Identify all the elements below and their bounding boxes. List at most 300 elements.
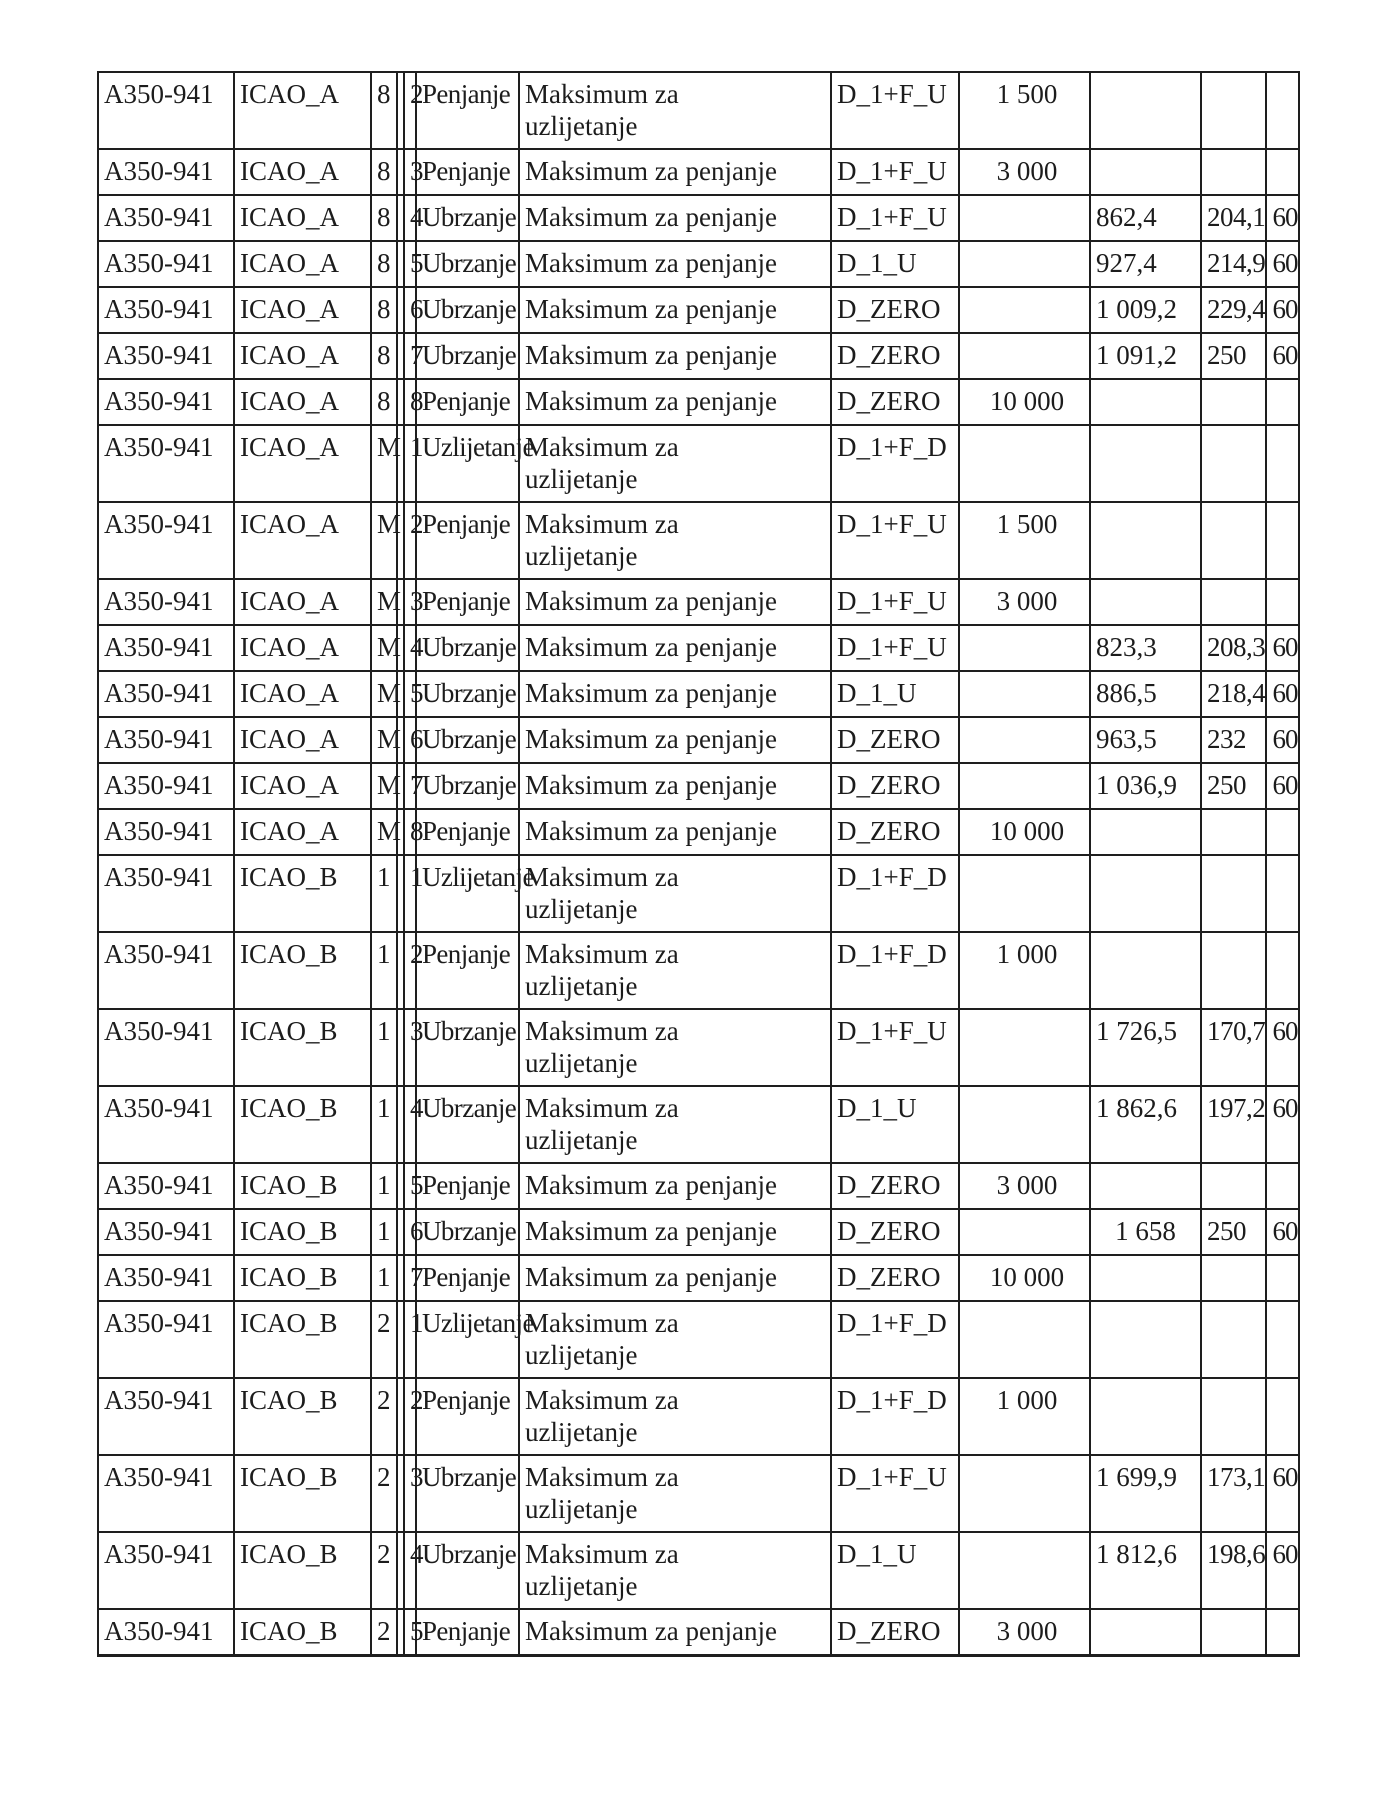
cell-profile: 8 bbox=[371, 241, 397, 287]
cell-speed bbox=[1201, 1255, 1266, 1301]
cell-thrust: Maksimum za penjanje bbox=[519, 717, 831, 763]
cell-step: 6 bbox=[404, 1209, 416, 1255]
cell-step_type: Uzlijetanje bbox=[416, 425, 519, 502]
cell-aircraft: A350-941 bbox=[98, 502, 234, 579]
cell-profile: 1 bbox=[371, 1009, 397, 1086]
cell-step_type: Penjanje bbox=[416, 1255, 519, 1301]
cell-flap: D_ZERO bbox=[831, 809, 959, 855]
cell-step_type: Penjanje bbox=[416, 379, 519, 425]
cell-thrust: Maksimum za uzlijetanje bbox=[519, 855, 831, 932]
table-row bbox=[98, 1209, 1299, 1255]
cell-speed: 173,1 bbox=[1201, 1455, 1266, 1532]
cell-step: 4 bbox=[404, 1086, 416, 1163]
cell-pct bbox=[1266, 149, 1299, 195]
cell-procedure: ICAO_A bbox=[234, 195, 371, 241]
cell-aircraft: A350-941 bbox=[98, 763, 234, 809]
cell-aircraft: A350-941 bbox=[98, 149, 234, 195]
cell-step_type: Ubrzanje bbox=[416, 287, 519, 333]
cell-step_type: Ubrzanje bbox=[416, 717, 519, 763]
cell-v1: 963,5 bbox=[1090, 717, 1201, 763]
cell-v1: 1 812,6 bbox=[1090, 1532, 1201, 1609]
cell-pct: 60 bbox=[1266, 717, 1299, 763]
cell-aircraft: A350-941 bbox=[98, 671, 234, 717]
cell-step: 2 bbox=[404, 932, 416, 1009]
cell-v1: 1 036,9 bbox=[1090, 763, 1201, 809]
cell-profile: M bbox=[371, 809, 397, 855]
cell-pct: 60 bbox=[1266, 333, 1299, 379]
cell-altitude: 3 000 bbox=[959, 579, 1090, 625]
cell-flap: D_1+F_D bbox=[831, 425, 959, 502]
cell-altitude bbox=[959, 1009, 1090, 1086]
cell-thrust: Maksimum za penjanje bbox=[519, 379, 831, 425]
cell-profile: 8 bbox=[371, 287, 397, 333]
cell-thrust: Maksimum za uzlijetanje bbox=[519, 1378, 831, 1455]
cell-v1: 823,3 bbox=[1090, 625, 1201, 671]
cell-step: 3 bbox=[404, 1009, 416, 1086]
cell-speed: 229,4 bbox=[1201, 287, 1266, 333]
cell-altitude: 1 500 bbox=[959, 72, 1090, 149]
cell-pct: 60 bbox=[1266, 1532, 1299, 1609]
cell-step_type: Penjanje bbox=[416, 1163, 519, 1209]
table-row bbox=[98, 579, 1299, 625]
spacer-cell bbox=[397, 1609, 404, 1655]
cell-flap: D_1+F_U bbox=[831, 502, 959, 579]
cell-step: 4 bbox=[404, 195, 416, 241]
cell-step: 3 bbox=[404, 1455, 416, 1532]
cell-profile: 2 bbox=[371, 1378, 397, 1455]
cell-procedure: ICAO_A bbox=[234, 625, 371, 671]
cell-step: 1 bbox=[404, 855, 416, 932]
cell-step_type: Penjanje bbox=[416, 809, 519, 855]
cell-aircraft: A350-941 bbox=[98, 1009, 234, 1086]
cell-v1 bbox=[1090, 1301, 1201, 1378]
cell-speed: 250 bbox=[1201, 763, 1266, 809]
cell-v1: 1 091,2 bbox=[1090, 333, 1201, 379]
cell-thrust: Maksimum za uzlijetanje bbox=[519, 1532, 831, 1609]
spacer-cell bbox=[397, 1301, 404, 1378]
cell-v1 bbox=[1090, 855, 1201, 932]
cell-aircraft: A350-941 bbox=[98, 1301, 234, 1378]
cell-flap: D_1+F_U bbox=[831, 72, 959, 149]
cell-speed bbox=[1201, 579, 1266, 625]
cell-thrust: Maksimum za penjanje bbox=[519, 333, 831, 379]
cell-pct: 60 bbox=[1266, 1209, 1299, 1255]
table-row bbox=[98, 287, 1299, 333]
cell-procedure: ICAO_A bbox=[234, 72, 371, 149]
cell-pct bbox=[1266, 425, 1299, 502]
cell-profile: 2 bbox=[371, 1455, 397, 1532]
cell-thrust: Maksimum za penjanje bbox=[519, 809, 831, 855]
cell-flap: D_1_U bbox=[831, 1086, 959, 1163]
cell-v1 bbox=[1090, 502, 1201, 579]
cell-procedure: ICAO_A bbox=[234, 579, 371, 625]
cell-aircraft: A350-941 bbox=[98, 855, 234, 932]
cell-pct bbox=[1266, 72, 1299, 149]
cell-speed: 232 bbox=[1201, 717, 1266, 763]
cell-step: 6 bbox=[404, 287, 416, 333]
cell-v1 bbox=[1090, 379, 1201, 425]
cell-v1: 1 009,2 bbox=[1090, 287, 1201, 333]
table-row bbox=[98, 855, 1299, 932]
table-row bbox=[98, 425, 1299, 502]
spacer-cell bbox=[397, 1163, 404, 1209]
table-row bbox=[98, 932, 1299, 1009]
cell-step: 4 bbox=[404, 625, 416, 671]
cell-aircraft: A350-941 bbox=[98, 1209, 234, 1255]
spacer-cell bbox=[397, 1455, 404, 1532]
cell-thrust: Maksimum za penjanje bbox=[519, 1255, 831, 1301]
cell-altitude bbox=[959, 425, 1090, 502]
cell-step: 6 bbox=[404, 717, 416, 763]
cell-altitude bbox=[959, 1209, 1090, 1255]
cell-pct: 60 bbox=[1266, 625, 1299, 671]
cell-flap: D_1_U bbox=[831, 241, 959, 287]
cell-altitude bbox=[959, 287, 1090, 333]
cell-profile: M bbox=[371, 717, 397, 763]
cell-pct bbox=[1266, 579, 1299, 625]
cell-step: 7 bbox=[404, 763, 416, 809]
cell-speed bbox=[1201, 425, 1266, 502]
spacer-cell bbox=[397, 1532, 404, 1609]
cell-step: 5 bbox=[404, 671, 416, 717]
cell-thrust: Maksimum za penjanje bbox=[519, 1163, 831, 1209]
cell-altitude: 3 000 bbox=[959, 1163, 1090, 1209]
cell-thrust: Maksimum za uzlijetanje bbox=[519, 932, 831, 1009]
cell-v1 bbox=[1090, 1609, 1201, 1655]
cell-speed: 250 bbox=[1201, 1209, 1266, 1255]
cell-altitude: 3 000 bbox=[959, 149, 1090, 195]
cell-aircraft: A350-941 bbox=[98, 425, 234, 502]
spacer-cell bbox=[397, 1255, 404, 1301]
cell-flap: D_ZERO bbox=[831, 333, 959, 379]
cell-procedure: ICAO_A bbox=[234, 425, 371, 502]
cell-step_type: Penjanje bbox=[416, 149, 519, 195]
cell-aircraft: A350-941 bbox=[98, 72, 234, 149]
cell-step: 3 bbox=[404, 579, 416, 625]
cell-profile: 1 bbox=[371, 855, 397, 932]
cell-speed: 218,4 bbox=[1201, 671, 1266, 717]
cell-v1: 927,4 bbox=[1090, 241, 1201, 287]
cell-profile: M bbox=[371, 579, 397, 625]
cell-v1 bbox=[1090, 1163, 1201, 1209]
cell-flap: D_ZERO bbox=[831, 379, 959, 425]
cell-pct bbox=[1266, 855, 1299, 932]
cell-pct: 60 bbox=[1266, 671, 1299, 717]
cell-pct bbox=[1266, 1609, 1299, 1655]
cell-altitude: 10 000 bbox=[959, 379, 1090, 425]
spacer-cell bbox=[397, 855, 404, 932]
table-row bbox=[98, 333, 1299, 379]
cell-pct: 60 bbox=[1266, 1455, 1299, 1532]
cell-procedure: ICAO_A bbox=[234, 241, 371, 287]
cell-profile: 8 bbox=[371, 149, 397, 195]
table-row bbox=[98, 1609, 1299, 1655]
cell-step_type: Ubrzanje bbox=[416, 1209, 519, 1255]
cell-aircraft: A350-941 bbox=[98, 932, 234, 1009]
cell-procedure: ICAO_B bbox=[234, 1455, 371, 1532]
cell-step_type: Ubrzanje bbox=[416, 1086, 519, 1163]
cell-step: 7 bbox=[404, 333, 416, 379]
cell-thrust: Maksimum za penjanje bbox=[519, 241, 831, 287]
cell-flap: D_ZERO bbox=[831, 287, 959, 333]
cell-speed: 250 bbox=[1201, 333, 1266, 379]
cell-altitude bbox=[959, 241, 1090, 287]
cell-thrust: Maksimum za penjanje bbox=[519, 195, 831, 241]
cell-speed: 214,9 bbox=[1201, 241, 1266, 287]
cell-step_type: Ubrzanje bbox=[416, 195, 519, 241]
cell-step: 7 bbox=[404, 1255, 416, 1301]
cell-flap: D_1+F_D bbox=[831, 1378, 959, 1455]
cell-flap: D_1_U bbox=[831, 1532, 959, 1609]
cell-altitude bbox=[959, 1455, 1090, 1532]
cell-v1: 862,4 bbox=[1090, 195, 1201, 241]
table-row bbox=[98, 1532, 1299, 1609]
cell-profile: 8 bbox=[371, 195, 397, 241]
cell-profile: 8 bbox=[371, 379, 397, 425]
cell-pct: 60 bbox=[1266, 763, 1299, 809]
cell-altitude bbox=[959, 855, 1090, 932]
cell-profile: 2 bbox=[371, 1301, 397, 1378]
cell-speed bbox=[1201, 149, 1266, 195]
cell-step: 8 bbox=[404, 809, 416, 855]
spacer-cell bbox=[397, 72, 404, 149]
table-row bbox=[98, 625, 1299, 671]
cell-speed bbox=[1201, 1378, 1266, 1455]
cell-altitude: 3 000 bbox=[959, 1609, 1090, 1655]
table-row bbox=[98, 1455, 1299, 1532]
cell-speed: 208,3 bbox=[1201, 625, 1266, 671]
cell-thrust: Maksimum za uzlijetanje bbox=[519, 1086, 831, 1163]
cell-thrust: Maksimum za penjanje bbox=[519, 287, 831, 333]
cell-altitude bbox=[959, 671, 1090, 717]
cell-flap: D_1+F_U bbox=[831, 1455, 959, 1532]
cell-altitude: 1 500 bbox=[959, 502, 1090, 579]
cell-profile: 2 bbox=[371, 1609, 397, 1655]
cell-flap: D_ZERO bbox=[831, 763, 959, 809]
cell-thrust: Maksimum za penjanje bbox=[519, 763, 831, 809]
cell-step: 8 bbox=[404, 379, 416, 425]
spacer-cell bbox=[397, 241, 404, 287]
cell-flap: D_1+F_U bbox=[831, 579, 959, 625]
cell-procedure: ICAO_B bbox=[234, 1378, 371, 1455]
cell-aircraft: A350-941 bbox=[98, 195, 234, 241]
cell-profile: M bbox=[371, 671, 397, 717]
cell-procedure: ICAO_B bbox=[234, 1532, 371, 1609]
cell-v1 bbox=[1090, 149, 1201, 195]
cell-profile: M bbox=[371, 763, 397, 809]
cell-aircraft: A350-941 bbox=[98, 579, 234, 625]
cell-flap: D_1_U bbox=[831, 671, 959, 717]
cell-altitude: 10 000 bbox=[959, 809, 1090, 855]
cell-v1 bbox=[1090, 932, 1201, 1009]
spacer-cell bbox=[397, 1009, 404, 1086]
table-row bbox=[98, 1163, 1299, 1209]
cell-thrust: Maksimum za penjanje bbox=[519, 671, 831, 717]
table-row bbox=[98, 72, 1299, 149]
cell-pct bbox=[1266, 809, 1299, 855]
spacer-cell bbox=[397, 195, 404, 241]
cell-altitude bbox=[959, 625, 1090, 671]
cell-step_type: Penjanje bbox=[416, 72, 519, 149]
cell-altitude: 10 000 bbox=[959, 1255, 1090, 1301]
cell-thrust: Maksimum za uzlijetanje bbox=[519, 1455, 831, 1532]
cell-v1 bbox=[1090, 579, 1201, 625]
cell-step: 5 bbox=[404, 1609, 416, 1655]
cell-profile: M bbox=[371, 625, 397, 671]
spacer-cell bbox=[397, 333, 404, 379]
cell-altitude bbox=[959, 763, 1090, 809]
cell-step_type: Penjanje bbox=[416, 1378, 519, 1455]
cell-step_type: Ubrzanje bbox=[416, 333, 519, 379]
table-row bbox=[98, 195, 1299, 241]
spacer-cell bbox=[397, 149, 404, 195]
cell-pct bbox=[1266, 932, 1299, 1009]
cell-speed bbox=[1201, 502, 1266, 579]
cell-step: 2 bbox=[404, 1378, 416, 1455]
cell-thrust: Maksimum za penjanje bbox=[519, 625, 831, 671]
cell-thrust: Maksimum za penjanje bbox=[519, 1209, 831, 1255]
cell-step_type: Ubrzanje bbox=[416, 241, 519, 287]
cell-speed bbox=[1201, 1163, 1266, 1209]
cell-step: 4 bbox=[404, 1532, 416, 1609]
aircraft-performance-table bbox=[97, 71, 1300, 1657]
table-row bbox=[98, 1301, 1299, 1378]
cell-pct bbox=[1266, 1378, 1299, 1455]
cell-step: 2 bbox=[404, 72, 416, 149]
cell-step: 2 bbox=[404, 502, 416, 579]
cell-pct bbox=[1266, 1163, 1299, 1209]
spacer-cell bbox=[397, 1086, 404, 1163]
cell-speed bbox=[1201, 855, 1266, 932]
table-row bbox=[98, 1009, 1299, 1086]
cell-profile: 8 bbox=[371, 72, 397, 149]
spacer-cell bbox=[397, 1209, 404, 1255]
table-row bbox=[98, 241, 1299, 287]
cell-procedure: ICAO_A bbox=[234, 763, 371, 809]
cell-profile: 2 bbox=[371, 1532, 397, 1609]
cell-v1: 886,5 bbox=[1090, 671, 1201, 717]
cell-procedure: ICAO_A bbox=[234, 149, 371, 195]
cell-flap: D_1+F_U bbox=[831, 195, 959, 241]
table-row bbox=[98, 1255, 1299, 1301]
cell-step_type: Penjanje bbox=[416, 932, 519, 1009]
cell-altitude bbox=[959, 717, 1090, 763]
cell-v1 bbox=[1090, 72, 1201, 149]
cell-procedure: ICAO_B bbox=[234, 1609, 371, 1655]
cell-pct bbox=[1266, 379, 1299, 425]
cell-flap: D_ZERO bbox=[831, 1609, 959, 1655]
cell-aircraft: A350-941 bbox=[98, 241, 234, 287]
cell-aircraft: A350-941 bbox=[98, 809, 234, 855]
cell-step: 5 bbox=[404, 241, 416, 287]
cell-thrust: Maksimum za penjanje bbox=[519, 1609, 831, 1655]
cell-aircraft: A350-941 bbox=[98, 1163, 234, 1209]
cell-pct: 60 bbox=[1266, 287, 1299, 333]
table-body bbox=[98, 72, 1299, 1655]
cell-procedure: ICAO_B bbox=[234, 1255, 371, 1301]
cell-speed bbox=[1201, 932, 1266, 1009]
cell-step: 3 bbox=[404, 149, 416, 195]
cell-speed: 198,6 bbox=[1201, 1532, 1266, 1609]
cell-step: 1 bbox=[404, 425, 416, 502]
cell-profile: M bbox=[371, 425, 397, 502]
cell-v1: 1 658 bbox=[1090, 1209, 1201, 1255]
cell-altitude: 1 000 bbox=[959, 1378, 1090, 1455]
cell-flap: D_1+F_U bbox=[831, 149, 959, 195]
cell-pct: 60 bbox=[1266, 241, 1299, 287]
cell-procedure: ICAO_B bbox=[234, 932, 371, 1009]
cell-procedure: ICAO_B bbox=[234, 855, 371, 932]
cell-aircraft: A350-941 bbox=[98, 1609, 234, 1655]
cell-procedure: ICAO_A bbox=[234, 333, 371, 379]
cell-flap: D_ZERO bbox=[831, 1209, 959, 1255]
cell-v1 bbox=[1090, 425, 1201, 502]
cell-v1 bbox=[1090, 1378, 1201, 1455]
cell-step_type: Ubrzanje bbox=[416, 671, 519, 717]
spacer-cell bbox=[397, 1378, 404, 1455]
cell-profile: 8 bbox=[371, 333, 397, 379]
cell-flap: D_ZERO bbox=[831, 1255, 959, 1301]
cell-profile: 1 bbox=[371, 1086, 397, 1163]
cell-step_type: Penjanje bbox=[416, 502, 519, 579]
cell-step_type: Ubrzanje bbox=[416, 625, 519, 671]
cell-speed bbox=[1201, 72, 1266, 149]
table-row bbox=[98, 717, 1299, 763]
table-row bbox=[98, 671, 1299, 717]
cell-aircraft: A350-941 bbox=[98, 1455, 234, 1532]
cell-pct bbox=[1266, 1301, 1299, 1378]
cell-profile: 1 bbox=[371, 932, 397, 1009]
cell-aircraft: A350-941 bbox=[98, 1086, 234, 1163]
cell-altitude bbox=[959, 1532, 1090, 1609]
cell-profile: 1 bbox=[371, 1163, 397, 1209]
cell-speed: 204,1 bbox=[1201, 195, 1266, 241]
table-row bbox=[98, 149, 1299, 195]
spacer-cell bbox=[397, 932, 404, 1009]
cell-step: 1 bbox=[404, 1301, 416, 1378]
cell-altitude bbox=[959, 333, 1090, 379]
cell-v1: 1 699,9 bbox=[1090, 1455, 1201, 1532]
cell-step_type: Penjanje bbox=[416, 1609, 519, 1655]
cell-aircraft: A350-941 bbox=[98, 1378, 234, 1455]
cell-step_type: Penjanje bbox=[416, 579, 519, 625]
spacer-cell bbox=[397, 287, 404, 333]
cell-flap: D_ZERO bbox=[831, 1163, 959, 1209]
cell-thrust: Maksimum za uzlijetanje bbox=[519, 1301, 831, 1378]
cell-pct: 60 bbox=[1266, 1086, 1299, 1163]
cell-procedure: ICAO_B bbox=[234, 1163, 371, 1209]
cell-procedure: ICAO_A bbox=[234, 287, 371, 333]
cell-speed bbox=[1201, 379, 1266, 425]
cell-procedure: ICAO_A bbox=[234, 809, 371, 855]
cell-v1: 1 862,6 bbox=[1090, 1086, 1201, 1163]
cell-procedure: ICAO_A bbox=[234, 379, 371, 425]
cell-profile: M bbox=[371, 502, 397, 579]
cell-aircraft: A350-941 bbox=[98, 625, 234, 671]
cell-aircraft: A350-941 bbox=[98, 333, 234, 379]
cell-speed bbox=[1201, 809, 1266, 855]
cell-step: 5 bbox=[404, 1163, 416, 1209]
cell-v1: 1 726,5 bbox=[1090, 1009, 1201, 1086]
cell-speed: 170,7 bbox=[1201, 1009, 1266, 1086]
cell-step_type: Ubrzanje bbox=[416, 763, 519, 809]
cell-aircraft: A350-941 bbox=[98, 1255, 234, 1301]
cell-speed bbox=[1201, 1609, 1266, 1655]
cell-pct: 60 bbox=[1266, 1009, 1299, 1086]
cell-procedure: ICAO_B bbox=[234, 1301, 371, 1378]
cell-flap: D_ZERO bbox=[831, 717, 959, 763]
cell-aircraft: A350-941 bbox=[98, 1532, 234, 1609]
